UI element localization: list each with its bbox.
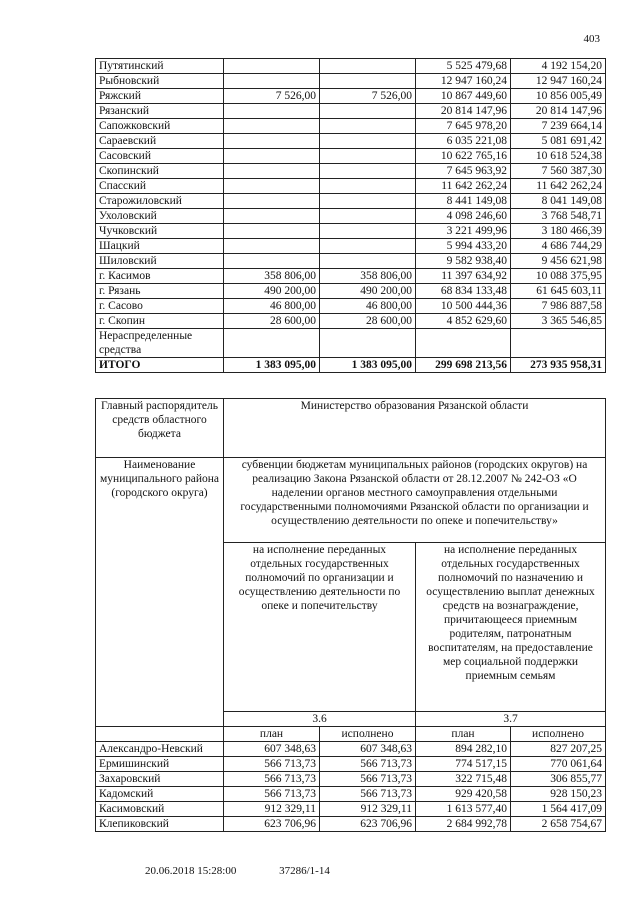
table-row [96, 269, 606, 284]
table-row [96, 817, 606, 832]
value-cell: 3 221 499,96 [416, 224, 511, 239]
value-cell [224, 59, 320, 74]
value-cell [320, 74, 416, 89]
value-cell: 774 517,15 [416, 757, 511, 772]
value-cell [224, 224, 320, 239]
value-cell [320, 164, 416, 179]
unallocated-label: Нераспределенные средства [96, 329, 224, 358]
value-cell: 12 947 160,24 [416, 74, 511, 89]
district-name-cell: Рязанский [96, 104, 224, 119]
value-cell: 566 713,73 [320, 787, 416, 802]
value-cell: 607 348,63 [320, 742, 416, 757]
value-cell: 46 800,00 [224, 299, 320, 314]
value-cell: 10 618 524,38 [511, 149, 606, 164]
table-row-unallocated [96, 329, 606, 358]
value-cell: 3 180 466,39 [511, 224, 606, 239]
value-cell: 894 282,10 [416, 742, 511, 757]
empty-cell [416, 329, 511, 358]
value-cell [224, 119, 320, 134]
district-name-cell: Сапожковский [96, 119, 224, 134]
value-cell: 7 560 387,30 [511, 164, 606, 179]
value-cell: 566 713,73 [320, 772, 416, 787]
value-cell [320, 239, 416, 254]
value-cell [320, 134, 416, 149]
district-name-cell: Ермишинский [96, 757, 224, 772]
value-cell: 4 098 246,60 [416, 209, 511, 224]
district-name-cell: Чучковский [96, 224, 224, 239]
value-cell: 4 852 629,60 [416, 314, 511, 329]
value-cell: 1 564 417,09 [511, 802, 606, 817]
table-row [96, 134, 606, 149]
empty-cell [320, 329, 416, 358]
total-label: ИТОГО [96, 358, 224, 373]
value-cell: 12 947 160,24 [511, 74, 606, 89]
value-cell [320, 119, 416, 134]
value-cell: 4 686 744,29 [511, 239, 606, 254]
value-cell: 28 600,00 [224, 314, 320, 329]
value-cell [224, 179, 320, 194]
total-value: 1 383 095,00 [224, 358, 320, 373]
table-row [96, 179, 606, 194]
value-cell [224, 149, 320, 164]
value-cell: 7 645 978,20 [416, 119, 511, 134]
value-cell: 2 658 754,67 [511, 817, 606, 832]
table-row [96, 89, 606, 104]
empty-header-cell [96, 727, 224, 742]
table-row [96, 772, 606, 787]
value-cell: 11 397 634,92 [416, 269, 511, 284]
col-b-code: 3.7 [416, 712, 606, 727]
value-cell [320, 149, 416, 164]
value-cell: 20 814 147,96 [416, 104, 511, 119]
table-row [96, 194, 606, 209]
district-name-cell: Старожиловский [96, 194, 224, 209]
value-cell: 490 200,00 [224, 284, 320, 299]
value-cell: 5 994 433,20 [416, 239, 511, 254]
value-cell: 566 713,73 [320, 757, 416, 772]
value-cell: 61 645 603,11 [511, 284, 606, 299]
admin-value-cell: Министерство образования Рязанской области [224, 399, 606, 458]
value-cell: 11 642 262,24 [511, 179, 606, 194]
value-cell: 10 500 444,36 [416, 299, 511, 314]
value-cell: 623 706,96 [224, 817, 320, 832]
table-row-total [96, 358, 606, 373]
table-row [96, 254, 606, 269]
value-cell: 2 684 992,78 [416, 817, 511, 832]
value-cell: 929 420,58 [416, 787, 511, 802]
table-row [96, 209, 606, 224]
col-b-title: на исполнение переданных отдельных государственных полномочий по назначению и осуществлению выплат денежных средств на вознаграждение, причитающееся приемным родителям, патронатным воспитателям, на предоставление мер социальной поддержки приемным семьям [416, 543, 606, 712]
value-cell: 7 645 963,92 [416, 164, 511, 179]
value-cell [224, 254, 320, 269]
district-name-cell: г. Касимов [96, 269, 224, 284]
value-cell [224, 239, 320, 254]
value-cell: 9 456 621,98 [511, 254, 606, 269]
empty-cell [511, 329, 606, 358]
value-cell: 46 800,00 [320, 299, 416, 314]
value-cell: 5 525 479,68 [416, 59, 511, 74]
district-name-cell: г. Скопин [96, 314, 224, 329]
value-cell: 358 806,00 [224, 269, 320, 284]
value-cell: 607 348,63 [224, 742, 320, 757]
district-name-cell: Сараевский [96, 134, 224, 149]
district-name-cell: Ряжский [96, 89, 224, 104]
value-cell: 490 200,00 [320, 284, 416, 299]
value-cell [320, 104, 416, 119]
footer-timestamp: 20.06.2018 15:28:00 [145, 865, 237, 877]
value-cell: 7 526,00 [320, 89, 416, 104]
district-name-cell: Шацкий [96, 239, 224, 254]
value-cell: 4 192 154,20 [511, 59, 606, 74]
value-cell [320, 224, 416, 239]
table-row [96, 59, 606, 74]
district-name-cell: Спасский [96, 179, 224, 194]
table-row [96, 104, 606, 119]
allocation-table-top [95, 58, 606, 373]
total-value: 1 383 095,00 [320, 358, 416, 373]
value-cell: 566 713,73 [224, 757, 320, 772]
value-cell: 7 526,00 [224, 89, 320, 104]
table-row [96, 224, 606, 239]
value-cell: 9 582 938,40 [416, 254, 511, 269]
value-cell [320, 59, 416, 74]
district-name-cell: г. Рязань [96, 284, 224, 299]
value-cell: 7 986 887,58 [511, 299, 606, 314]
col-a-code: 3.6 [224, 712, 416, 727]
value-cell: 1 613 577,40 [416, 802, 511, 817]
value-cell: 566 713,73 [224, 787, 320, 802]
table-row [96, 787, 606, 802]
district-name-cell: Сасовский [96, 149, 224, 164]
col-a-title: на исполнение переданных отдельных государственных полномочий по организации и осуществлению деятельности по опеке и попечительству [224, 543, 416, 712]
district-name-cell: Шиловский [96, 254, 224, 269]
table-row [96, 802, 606, 817]
value-cell [224, 104, 320, 119]
value-cell: 928 150,23 [511, 787, 606, 802]
table-row [96, 119, 606, 134]
subvention-header: субвенции бюджетам муниципальных районов (городских округов) на реализацию Закона Рязанской области от 28.12.2007 № 242-ОЗ «О наделении органов местного самоуправления отдельными государственными полномочиями Рязанской области по организации и осуществлению деятельности по опеке и попечительству» [224, 458, 606, 543]
value-cell: 10 867 449,60 [416, 89, 511, 104]
value-cell: 11 642 262,24 [416, 179, 511, 194]
value-cell: 358 806,00 [320, 269, 416, 284]
table-row [96, 284, 606, 299]
value-cell: 566 713,73 [224, 772, 320, 787]
district-name-cell: Путятинский [96, 59, 224, 74]
value-cell: 322 715,48 [416, 772, 511, 787]
table-row [96, 314, 606, 329]
value-cell: 20 814 147,96 [511, 104, 606, 119]
value-cell: 912 329,11 [320, 802, 416, 817]
district-name-cell: Клепиковский [96, 817, 224, 832]
value-cell: 306 855,77 [511, 772, 606, 787]
value-cell: 7 239 664,14 [511, 119, 606, 134]
value-cell: 28 600,00 [320, 314, 416, 329]
done-header-a: исполнено [320, 727, 416, 742]
district-name-cell: Ухоловский [96, 209, 224, 224]
total-value: 299 698 213,56 [416, 358, 511, 373]
value-cell: 8 041 149,08 [511, 194, 606, 209]
value-cell: 10 622 765,16 [416, 149, 511, 164]
value-cell: 10 856 005,49 [511, 89, 606, 104]
table-row [96, 299, 606, 314]
table-row [96, 757, 606, 772]
value-cell [224, 134, 320, 149]
table-row [96, 164, 606, 179]
district-name-header: Наименование муниципального района (городского округа) [96, 458, 224, 727]
value-cell [224, 74, 320, 89]
value-cell [224, 209, 320, 224]
total-value: 273 935 958,31 [511, 358, 606, 373]
done-header-b: исполнено [511, 727, 606, 742]
table-row [96, 239, 606, 254]
value-cell [320, 209, 416, 224]
value-cell [224, 194, 320, 209]
value-cell [224, 164, 320, 179]
value-cell: 68 834 133,48 [416, 284, 511, 299]
district-name-cell: Кадомский [96, 787, 224, 802]
district-name-cell: Захаровский [96, 772, 224, 787]
value-cell: 6 035 221,08 [416, 134, 511, 149]
district-name-cell: Рыбновский [96, 74, 224, 89]
value-cell: 912 329,11 [224, 802, 320, 817]
page-number: 403 [583, 33, 600, 45]
value-cell: 3 768 548,71 [511, 209, 606, 224]
footer-doc-code: 37286/1-14 [279, 865, 330, 877]
table-row [96, 149, 606, 164]
value-cell: 3 365 546,85 [511, 314, 606, 329]
value-cell: 5 081 691,42 [511, 134, 606, 149]
plan-header-b: план [416, 727, 511, 742]
allocation-table-guardianship [95, 398, 606, 832]
table-row [96, 742, 606, 757]
district-name-cell: Касимовский [96, 802, 224, 817]
value-cell: 770 061,64 [511, 757, 606, 772]
value-cell [320, 254, 416, 269]
value-cell: 827 207,25 [511, 742, 606, 757]
value-cell [320, 194, 416, 209]
district-name-cell: г. Сасово [96, 299, 224, 314]
value-cell: 8 441 149,08 [416, 194, 511, 209]
admin-label-cell: Главный распорядитель средств областного бюджета [96, 399, 224, 458]
empty-cell [224, 329, 320, 358]
footer [145, 865, 370, 877]
district-name-cell: Скопинский [96, 164, 224, 179]
district-name-cell: Александро-Невский [96, 742, 224, 757]
plan-header-a: план [224, 727, 320, 742]
value-cell: 623 706,96 [320, 817, 416, 832]
value-cell [320, 179, 416, 194]
value-cell: 10 088 375,95 [511, 269, 606, 284]
table-row [96, 74, 606, 89]
